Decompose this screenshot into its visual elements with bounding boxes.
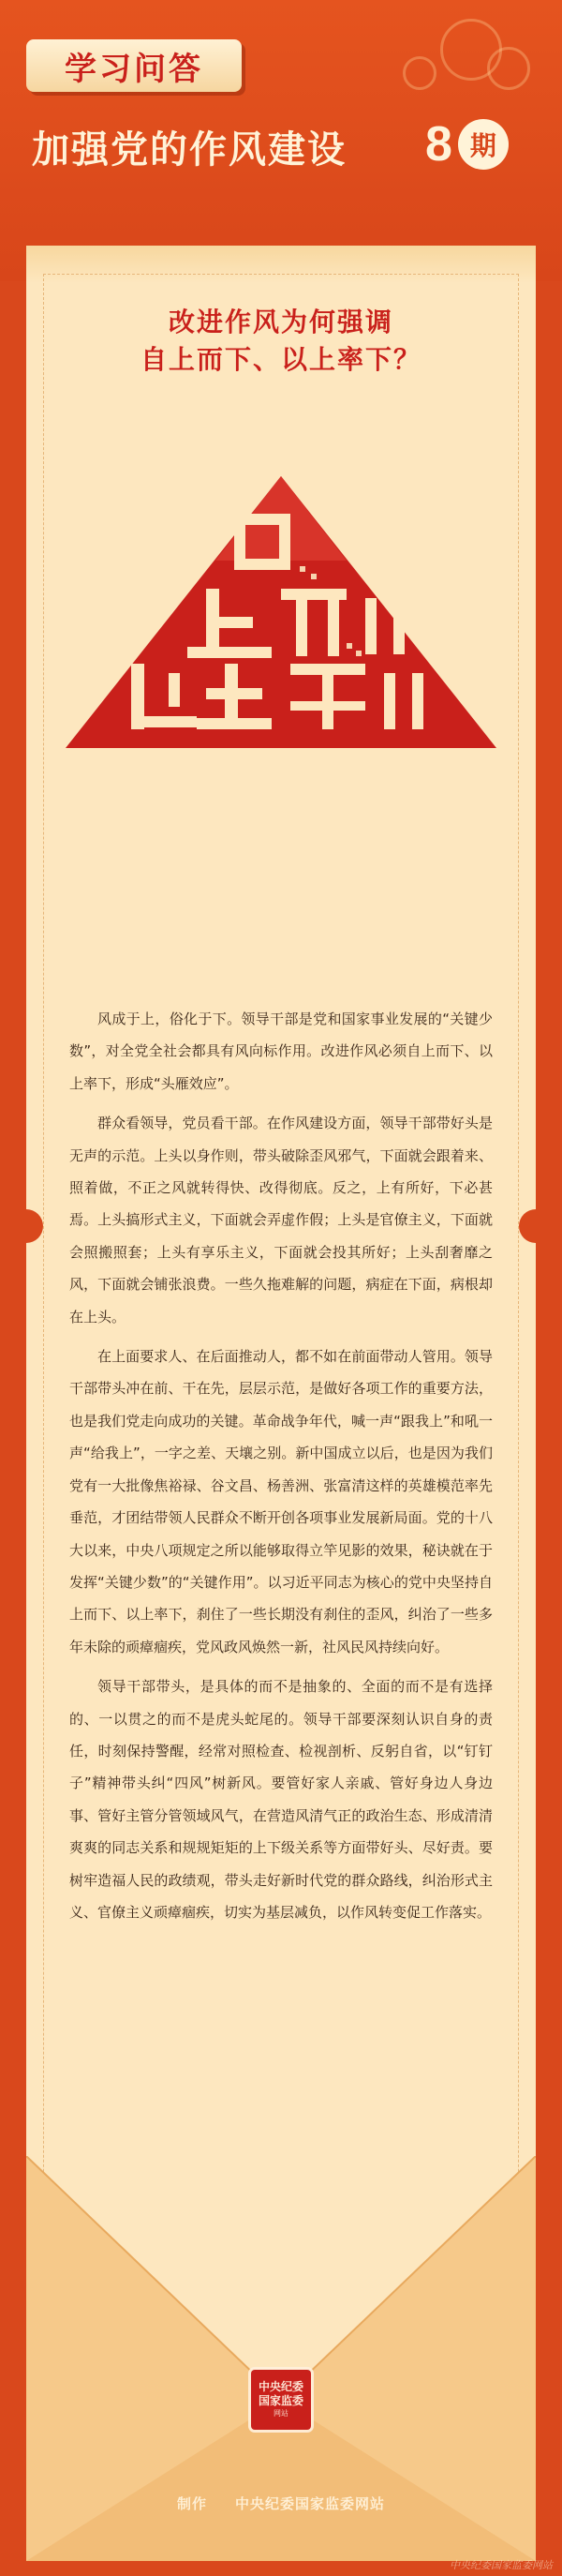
- paragraph-1: 风成于上，俗化于下。领导干部是党和国家事业发展的“关键少数”，对全党全社会都具有风向标作用。改进作风必须自上而下、以上率下，形成“头雁效应”。: [69, 1011, 493, 1092]
- issue-indicator: [425, 116, 547, 172]
- watermark: 中央纪委国家监委网站: [450, 2559, 553, 2571]
- question-title-line1: 改进作风为何强调: [168, 307, 393, 337]
- decorative-swirl-icon: [403, 56, 436, 90]
- left-notch: [9, 1209, 43, 1243]
- column-badge: [26, 39, 242, 92]
- seal-line-3: 网站: [274, 2409, 288, 2418]
- emblem-graphic: [66, 476, 496, 757]
- producer-label: 制作: [176, 2495, 207, 2512]
- seal-line-2: 国家监委: [258, 2394, 303, 2407]
- seal-line-1: 中央纪委: [258, 2380, 303, 2393]
- page-title: 加强党的作风建设: [32, 128, 347, 172]
- issue-number: 8: [425, 117, 452, 172]
- site-seal: [251, 2370, 311, 2430]
- question-title-line2: 自上而下、以上率下？: [140, 344, 422, 375]
- article-body: [69, 1003, 493, 1936]
- right-notch: [519, 1209, 553, 1243]
- column-badge-label: 学习问答: [65, 50, 203, 88]
- paragraph-2: 群众看领导，党员看干部。在作风建设方面，领导干部带好头是无声的示范。上头以身作则，带头破除歪风邪气，下面就会跟着来、照着做，不正之风就转得快、改得彻底。反之，上有所好，下必甚焉。上头搞形式主义，下面就会弄虚作假；上头是官僚主义，下面就会照搬照套；上头有享乐主义，下面就会投其所好；上头刮奢靡之风，下面就会铺张浪费。一些久拖难解的问题，病症在下面，病根却在上头。: [69, 1115, 493, 1325]
- producer-credit: [0, 2494, 562, 2513]
- decorative-swirl-icon: [487, 47, 530, 90]
- issue-unit: 期: [458, 119, 509, 170]
- paragraph-3: 在上面要求人、在后面推动人，都不如在前面带动人管用。领导干部带头冲在前、干在先，层层示范，是做好各项工作的重要方法，也是我们党走向成功的关键。革命战争年代，喊一声“跟我上”和吼一声“给我上”，一字之差、天壤之别。新中国成立以后，也是因为我们党有一大批像焦裕禄、谷文昌、杨善洲、张富清这样的英雄模范率先垂范，才团结带领人民群众不断开创各项事业发展新局面。党的十八大以来，中央八项规定之所以能够取得立竿见影的效果，秘诀就在于发挥“关键少数”的“关键作用”。以习近平同志为核心的党中央坚持自上而下、以上率下，刹住了一些长期没有刹住的歪风，纠治了一些多年未除的顽瘴痼疾，党风政风焕然一新，社风民风持续向好。: [69, 1348, 493, 1655]
- producer-name: 中央纪委国家监委网站: [235, 2495, 386, 2512]
- paragraph-4: 领导干部带头，是具体的而不是抽象的、全面的而不是有选择的、一以贯之的而不是虎头蛇尾的。领导干部要深刻认识自身的责任，时刻保持警醒，经常对照检查、检视剖析、反躬自省，以“钉钉子”精神带头纠“四风”树新风。要管好家人亲戚、管好身边人身边事、管好主管分管领域风气，在营造风清气正的政治生态、形成清清爽爽的同志关系和规规矩矩的上下级关系等方面带好头、尽好责。要树牢造福人民的政绩观，带头走好新时代党的群众路线，纠治形式主义、官僚主义顽瘴痼疾，切实为基层减负，以作风转变促工作落实。: [69, 1678, 493, 1921]
